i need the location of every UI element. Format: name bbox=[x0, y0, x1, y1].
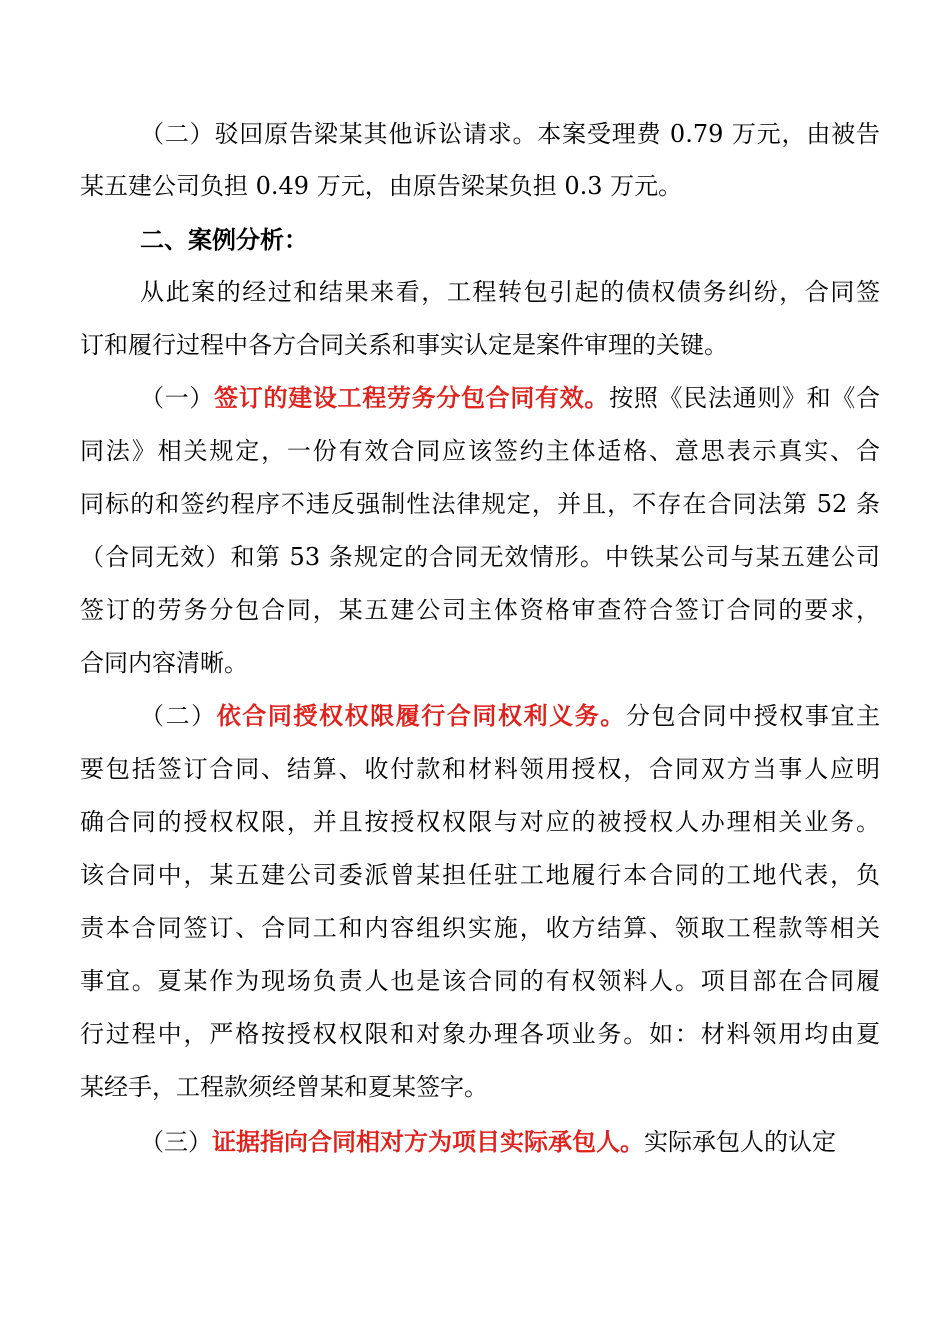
paragraph-4-line-5: 责本合同签订、合同工和内容组织实施，收方结算、领取工程款等相关 bbox=[80, 914, 880, 942]
paragraph-4-line-2: 要包括签订合同、结算、收付款和材料领用授权，合同双方当事人应明 bbox=[80, 755, 880, 783]
paragraph-3-line-2: 同法》相关规定，一份有效合同应该签约主体适格、意思表示真实、合 bbox=[80, 437, 880, 465]
paragraph-3-line-3: 同标的和签约程序不违反强制性法律规定，并且，不存在合同法第 52 条 bbox=[80, 490, 880, 518]
paragraph-1-line-1: （二）驳回原告梁某其他诉讼请求。本案受理费 0.79 万元，由被告 bbox=[140, 120, 880, 148]
paragraph-3-line-4: （合同无效）和第 53 条规定的合同无效情形。中铁某公司与某五建公司 bbox=[80, 543, 880, 571]
paragraph-4-line-7: 行过程中，严格按授权权限和对象办理各项业务。如：材料领用均由夏 bbox=[80, 1020, 880, 1048]
paragraph-4-red-heading: 依合同授权权限履行合同权利义务。 bbox=[216, 702, 626, 730]
paragraph-4-line-1-rest: 分包合同中授权事宜主 bbox=[625, 702, 880, 730]
paragraph-3-line-6: 合同内容清晰。 bbox=[80, 649, 248, 677]
paragraph-5-red-heading: 证据指向合同相对方为项目实际承包人。 bbox=[212, 1128, 644, 1156]
paragraph-5-line-1 bbox=[140, 1124, 880, 1160]
paragraph-3-line-1-rest: 按照《民法通则》和《合 bbox=[609, 384, 880, 412]
paragraph-4-line-1 bbox=[140, 698, 880, 734]
section-heading: 二、案例分析： bbox=[140, 226, 308, 254]
paragraph-2-line-1: 从此案的经过和结果来看，工程转包引起的债权债务纠纷，合同签 bbox=[140, 278, 880, 306]
paragraph-1-line-2: 某五建公司负担 0.49 万元，由原告梁某负担 0.3 万元。 bbox=[80, 172, 683, 200]
paragraph-4-line-3: 确合同的授权权限，并且按授权权限与对应的被授权人办理相关业务。 bbox=[80, 808, 880, 836]
paragraph-3-line-1 bbox=[140, 380, 880, 416]
paragraph-2-line-2: 订和履行过程中各方合同关系和事实认定是案件审理的关键。 bbox=[80, 331, 728, 359]
paragraph-4-line-4: 该合同中，某五建公司委派曾某担任驻工地履行本合同的工地代表，负 bbox=[80, 861, 880, 889]
paragraph-5-prefix: （三） bbox=[140, 1128, 212, 1156]
paragraph-3-red-heading: 签订的建设工程劳务分包合同有效。 bbox=[214, 384, 610, 412]
paragraph-4-line-6: 事宜。夏某作为现场负责人也是该合同的有权领料人。项目部在合同履 bbox=[80, 967, 880, 995]
paragraph-4-prefix: （二） bbox=[140, 702, 217, 730]
paragraph-3-prefix: （一） bbox=[140, 384, 215, 412]
paragraph-5-line-1-rest: 实际承包人的认定 bbox=[644, 1128, 836, 1156]
paragraph-3-line-5: 签订的劳务分包合同，某五建公司主体资格审查符合签订合同的要求， bbox=[80, 596, 880, 624]
paragraph-4-line-8: 某经手，工程款须经曾某和夏某签字。 bbox=[80, 1073, 488, 1101]
